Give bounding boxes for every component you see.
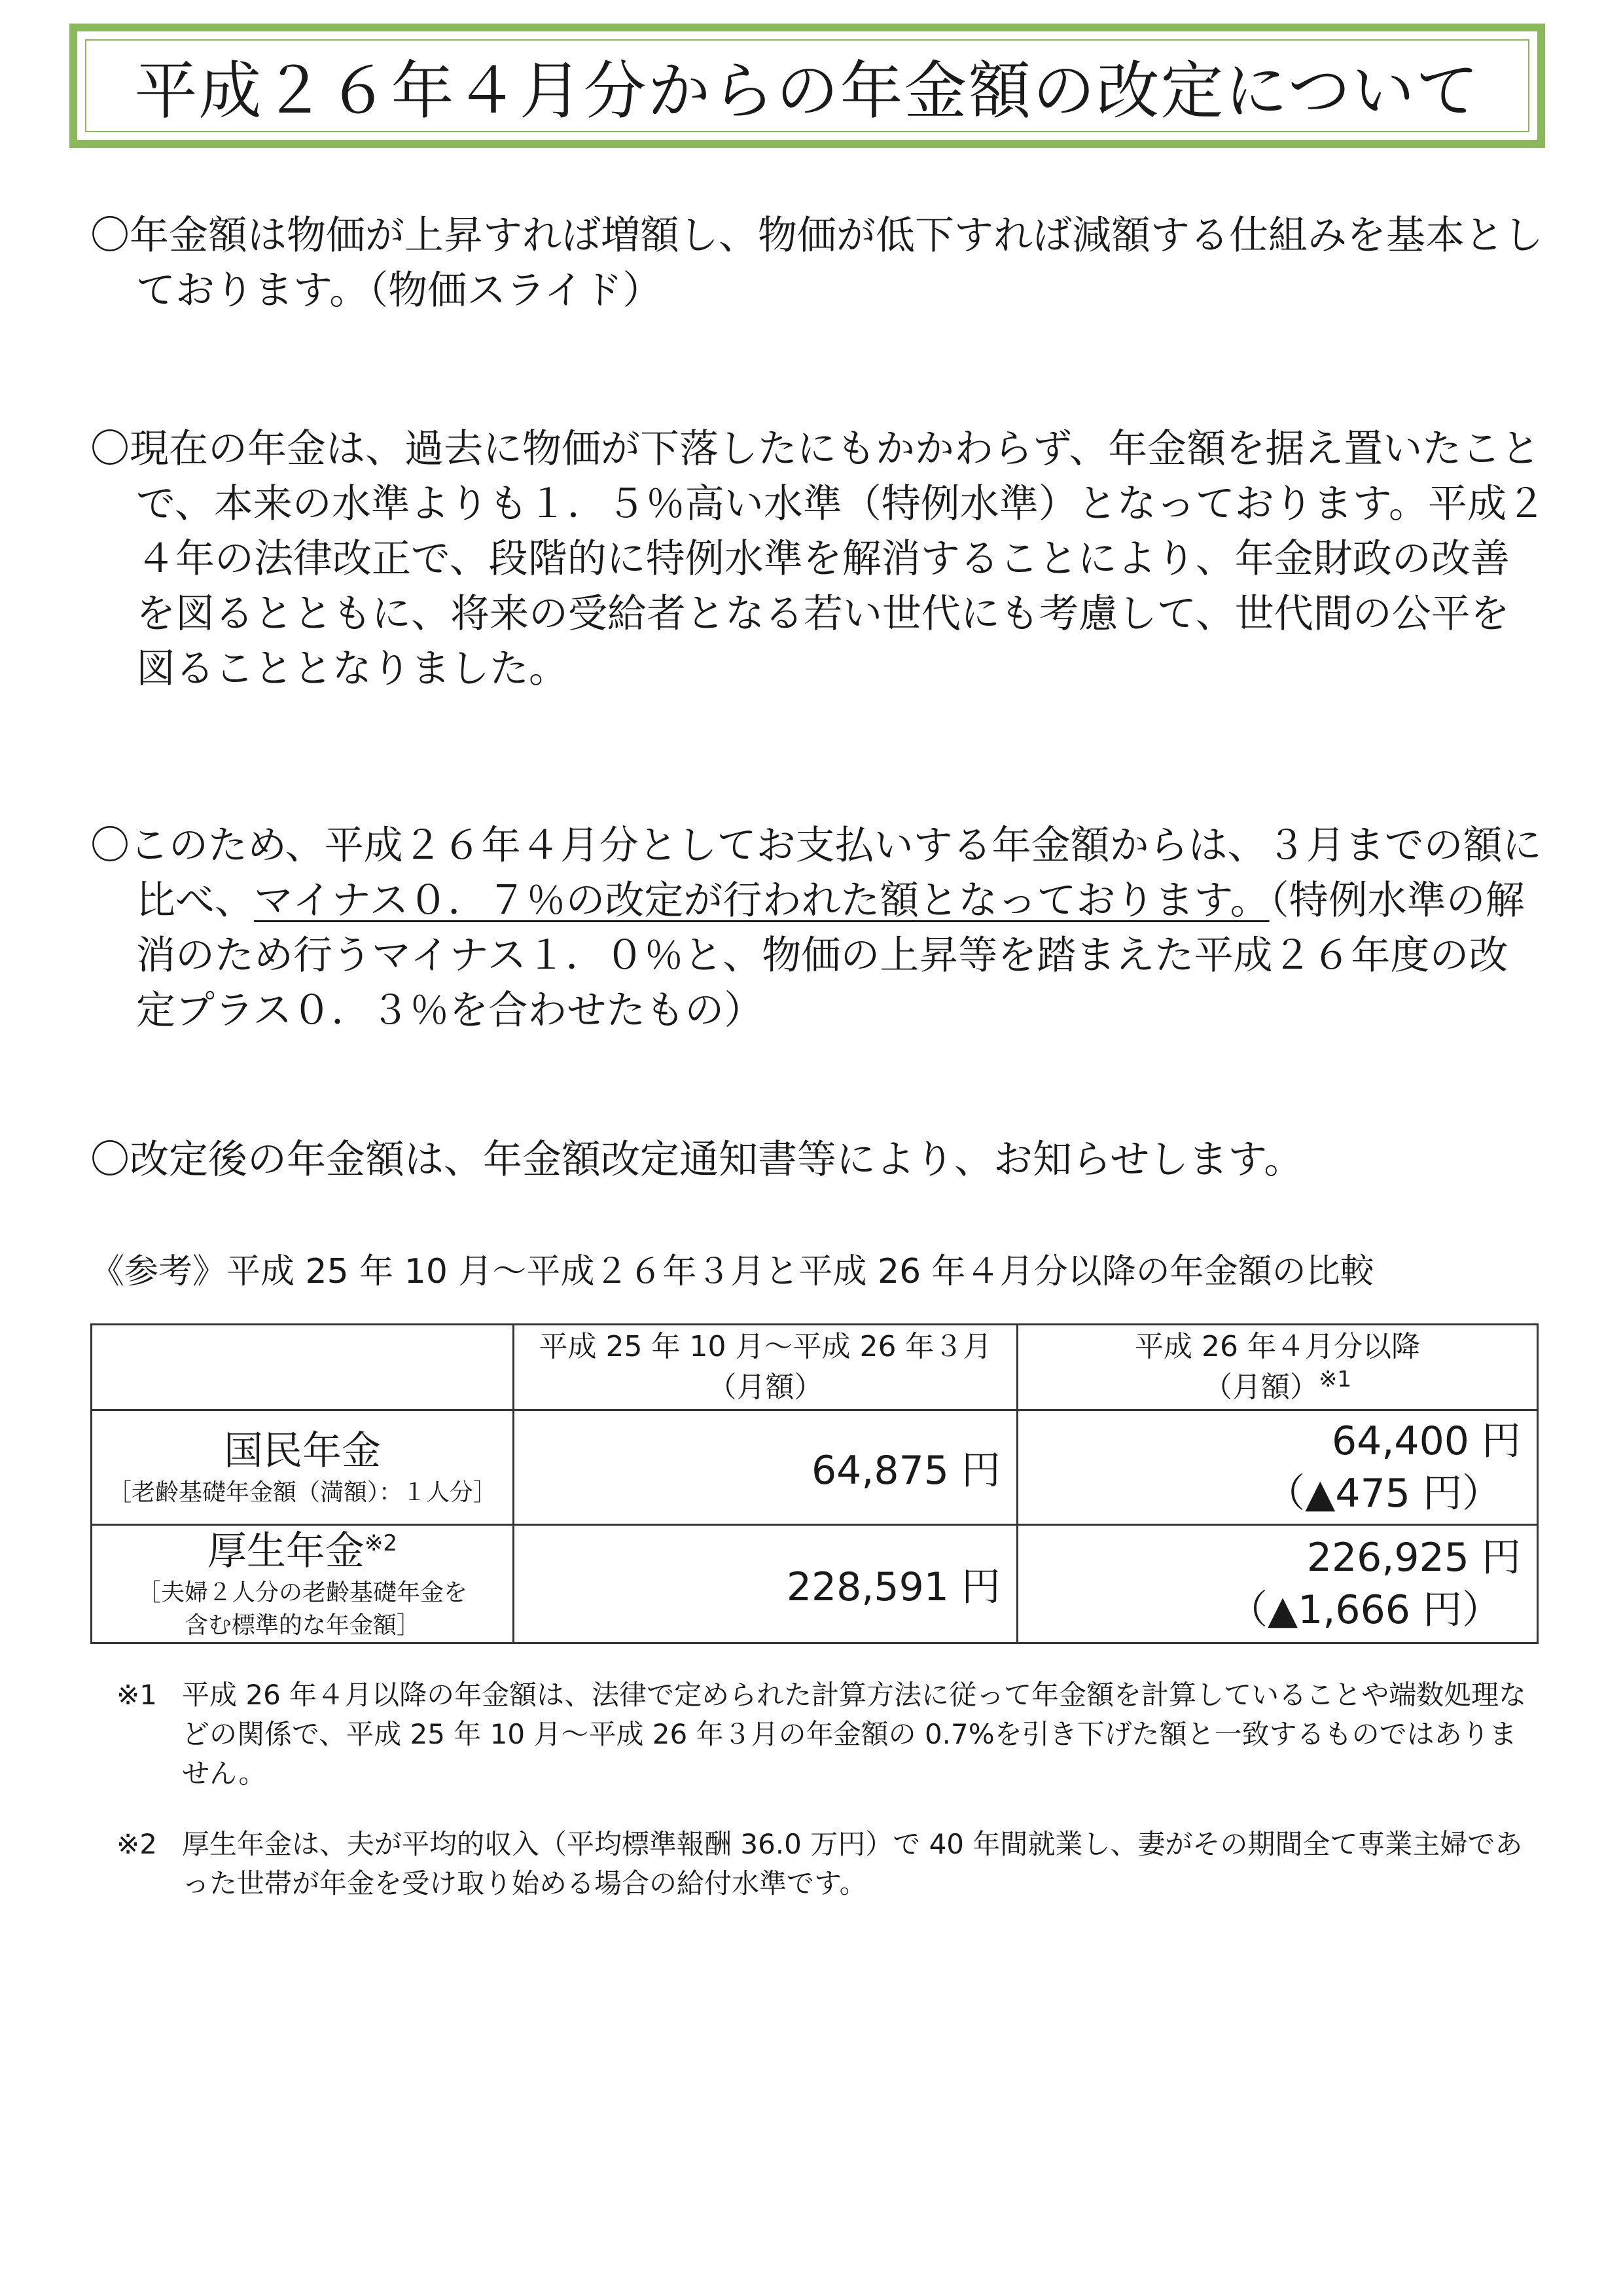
row-sublabel: ［夫婦２人分の老齢基礎年金を含む標準的な年金額］ bbox=[137, 1579, 467, 1639]
footnote-mark: ※2 bbox=[364, 1530, 398, 1556]
footnote-text: 厚生年金は、夫が平均的収入（平均標準報酬 36.0 万円）で 40 年間就業し、妻がその期間全て専業主婦であった世帯が年金を受け取り始める場合の給付水準です。 bbox=[182, 1828, 1523, 1899]
underlined-statement: マイナス０．７％の改定が行われた額となっております。 bbox=[254, 878, 1270, 924]
footnote-mark: ※1 bbox=[116, 1679, 157, 1711]
previous-amount: 228,591 円 bbox=[514, 1525, 1018, 1643]
paragraph-text: 〇現在の年金は、過去に物価が下落したにもかかわらず、年金額を据え置いたことで、本来の水準よりも１．５％高い水準（特例水準）となっております。平成２４年の法律改正で、段階的に特例水準を解消することにより、年金財政の改善を図るとともに、将来の受給者となる若い世代にも考慮して、世代間の公平を図ることとなりました。 bbox=[90, 426, 1546, 692]
table-header-row bbox=[92, 1325, 1538, 1410]
paragraph-text bbox=[90, 818, 1546, 1038]
paragraph-notification bbox=[90, 1132, 1546, 1187]
footnote-text: 平成 26 年４月以降の年金額は、法律で定められた計算方法に従って年金額を計算していることや端数処理などの関係で、平成 25 年 10 月～平成 26 年３月の年金額の 0.7%を引き下げた額と一致するものではありません。 bbox=[182, 1679, 1527, 1789]
amount-change: （▲475 円） bbox=[1266, 1471, 1501, 1516]
header-line: 平成 25 年 10 月～平成 26 年３月 bbox=[539, 1330, 992, 1363]
paragraph-special-level bbox=[90, 422, 1546, 696]
header-previous-period bbox=[514, 1325, 1018, 1410]
new-amount: 64,400 円 bbox=[1331, 1418, 1521, 1464]
title-frame bbox=[69, 24, 1545, 148]
paragraph-text: 〇改定後の年金額は、年金額改定通知書等により、お知らせします。 bbox=[90, 1137, 1304, 1183]
page-title: 平成２６年４月分からの年金額の改定について bbox=[134, 54, 1480, 128]
table-row bbox=[92, 1410, 1538, 1525]
pension-comparison-table bbox=[90, 1323, 1539, 1644]
paragraph-text-after: （特例水準の解消のため行うマイナス１．０％と、物価の上昇等を踏まえた平成２６年度の改定プラス０．３％を合わせたもの） bbox=[136, 878, 1525, 1033]
row-label-line bbox=[92, 1526, 512, 1577]
paragraph-revision bbox=[90, 818, 1546, 1038]
footnote-mark: ※1 bbox=[1318, 1366, 1352, 1393]
header-blank-cell bbox=[92, 1325, 514, 1410]
header-line: 平成 26 年４月分以降 bbox=[1135, 1330, 1420, 1363]
header-new-period bbox=[1018, 1325, 1538, 1410]
footnote-mark: ※2 bbox=[116, 1828, 157, 1860]
footnote-1 bbox=[116, 1676, 1530, 1793]
header-line: （月額） bbox=[707, 1371, 823, 1404]
row-sublabel: ［老齢基礎年金額（満額）：１人分］ bbox=[107, 1479, 497, 1506]
footnotes bbox=[116, 1676, 1530, 1935]
new-amount-cell bbox=[1018, 1525, 1538, 1643]
new-amount: 226,925 円 bbox=[1306, 1535, 1521, 1581]
reference-caption: 《参考》平成 25 年 10 月～平成２６年３月と平成 26 年４月分以降の年金額の比較 bbox=[90, 1252, 1374, 1291]
previous-amount: 64,875 円 bbox=[514, 1410, 1018, 1525]
footnote-2 bbox=[116, 1825, 1530, 1903]
header-line bbox=[1018, 1367, 1537, 1408]
row-label: 厚生年金 bbox=[207, 1528, 365, 1574]
amount-change: （▲1,666 円） bbox=[1228, 1587, 1501, 1633]
header-line-text: （月額） bbox=[1203, 1371, 1319, 1404]
paragraph-price-slide bbox=[90, 208, 1546, 318]
paragraph-text: 〇年金額は物価が上昇すれば増額し、物価が低下すれば減額する仕組みを基本としております。（物価スライド） bbox=[90, 213, 1543, 314]
row-label-cell bbox=[92, 1410, 514, 1525]
row-label-cell bbox=[92, 1525, 514, 1643]
new-amount-cell bbox=[1018, 1410, 1538, 1525]
paragraph-text-before: 〇このため、平成２６年４月分としてお支払いする年金額からは、３月までの額に比べ、 bbox=[90, 823, 1542, 924]
title-inner-frame bbox=[85, 39, 1529, 132]
row-label: 国民年金 bbox=[224, 1428, 381, 1474]
table-row bbox=[92, 1525, 1538, 1643]
